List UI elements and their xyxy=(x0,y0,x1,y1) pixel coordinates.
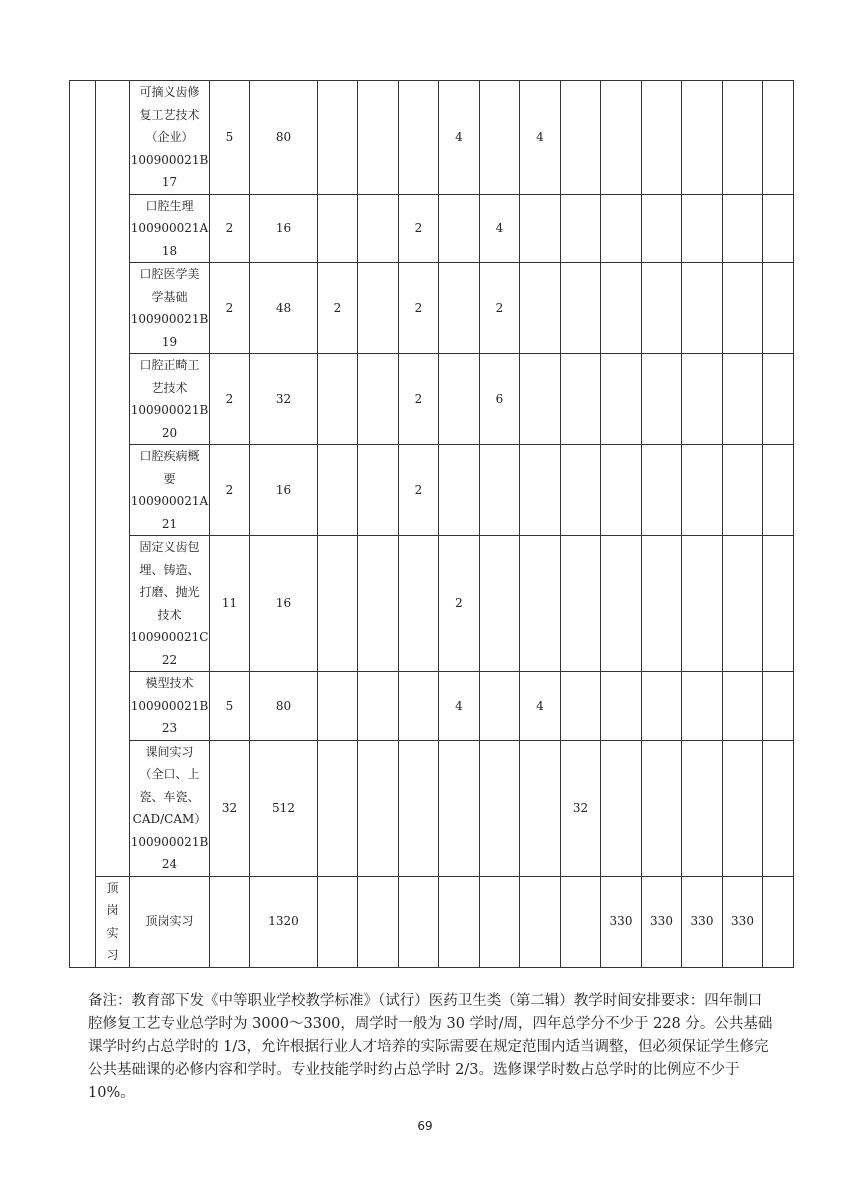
course-name-line: 口腔疾病概 xyxy=(139,449,200,463)
weekly-hours-cell: 330 xyxy=(642,876,682,967)
credits-cell: 5 xyxy=(210,81,250,195)
course-name-line: 学基础 xyxy=(151,289,188,304)
weekly-hours-cell xyxy=(682,536,723,672)
course-name-cell xyxy=(130,354,210,445)
course-name-line: 20 xyxy=(161,425,178,440)
weekly-hours-cell xyxy=(763,263,794,354)
weekly-hours-cell xyxy=(642,81,682,195)
weekly-hours-cell xyxy=(439,263,480,354)
weekly-hours-cell xyxy=(561,354,601,445)
credits-cell: 2 xyxy=(210,445,250,536)
weekly-hours-cell xyxy=(642,740,682,876)
course-name-line: 22 xyxy=(161,652,178,667)
weekly-hours-cell: 32 xyxy=(561,740,601,876)
course-name-line: 100900021B xyxy=(130,698,209,713)
weekly-hours-cell xyxy=(480,536,520,672)
course-name-line: CAD/CAM） xyxy=(132,812,207,826)
weekly-hours-cell xyxy=(439,194,480,263)
weekly-hours-cell xyxy=(642,354,682,445)
table-row xyxy=(70,354,794,445)
hours-cell: 16 xyxy=(250,536,318,672)
course-name-line: 100900021A xyxy=(130,494,209,508)
weekly-hours-cell xyxy=(763,194,794,263)
weekly-hours-cell xyxy=(601,445,642,536)
weekly-hours-cell xyxy=(601,354,642,445)
weekly-hours-cell: 6 xyxy=(480,354,520,445)
weekly-hours-cell xyxy=(358,445,399,536)
hours-cell: 80 xyxy=(250,672,318,741)
weekly-hours-cell xyxy=(763,354,794,445)
weekly-hours-cell xyxy=(763,740,794,876)
course-name-line: 固定义齿包 xyxy=(139,540,200,554)
hours-cell: 1320 xyxy=(250,876,318,967)
section-label-char: 实 xyxy=(106,925,119,940)
weekly-hours-cell xyxy=(601,263,642,354)
course-name-line: 技术 xyxy=(157,607,182,622)
weekly-hours-cell xyxy=(480,876,520,967)
weekly-hours-cell xyxy=(358,536,399,672)
weekly-hours-cell xyxy=(561,194,601,263)
course-name-cell xyxy=(130,445,210,536)
course-name-line: 瓷、车瓷、 xyxy=(139,789,200,804)
weekly-hours-cell xyxy=(642,536,682,672)
course-name-line: 可摘义齿修 xyxy=(139,85,200,99)
weekly-hours-cell xyxy=(561,536,601,672)
weekly-hours-cell xyxy=(399,81,439,195)
course-name-line: 18 xyxy=(161,243,178,258)
weekly-hours-cell xyxy=(439,445,480,536)
weekly-hours-cell xyxy=(723,672,763,741)
weekly-hours-cell xyxy=(682,445,723,536)
weekly-hours-cell xyxy=(561,876,601,967)
weekly-hours-cell xyxy=(642,445,682,536)
hours-cell: 16 xyxy=(250,194,318,263)
credits-cell: 2 xyxy=(210,354,250,445)
weekly-hours-cell xyxy=(318,672,358,741)
weekly-hours-cell xyxy=(480,81,520,195)
weekly-hours-cell: 4 xyxy=(439,672,480,741)
weekly-hours-cell: 2 xyxy=(399,354,439,445)
course-name-cell xyxy=(130,740,210,876)
weekly-hours-cell: 4 xyxy=(439,81,480,195)
weekly-hours-cell xyxy=(358,263,399,354)
weekly-hours-cell: 330 xyxy=(601,876,642,967)
credits-cell: 32 xyxy=(210,740,250,876)
hours-cell: 32 xyxy=(250,354,318,445)
weekly-hours-cell xyxy=(520,263,561,354)
weekly-hours-cell xyxy=(520,194,561,263)
hours-cell: 512 xyxy=(250,740,318,876)
weekly-hours-cell xyxy=(358,740,399,876)
section-label-char: 岗 xyxy=(106,903,119,917)
weekly-hours-cell xyxy=(723,536,763,672)
course-name-line: 要 xyxy=(163,471,176,486)
weekly-hours-cell xyxy=(561,263,601,354)
weekly-hours-cell xyxy=(399,536,439,672)
weekly-hours-cell xyxy=(601,536,642,672)
weekly-hours-cell xyxy=(480,740,520,876)
weekly-hours-cell: 2 xyxy=(318,263,358,354)
weekly-hours-cell xyxy=(601,740,642,876)
weekly-hours-cell xyxy=(318,354,358,445)
course-name-cell xyxy=(130,194,210,263)
course-name-line: 100900021B xyxy=(130,312,209,326)
weekly-hours-cell: 2 xyxy=(480,263,520,354)
subcategory-column-cell xyxy=(96,81,130,877)
weekly-hours-cell: 2 xyxy=(399,263,439,354)
table-body xyxy=(70,81,794,968)
weekly-hours-cell xyxy=(358,194,399,263)
weekly-hours-cell xyxy=(723,445,763,536)
table-row xyxy=(70,672,794,741)
footnote: 备注：教育部下发《中等职业学校教学标准》（试行）医药卫生类（第二辑）教学时间安排要求：四年制口腔修复工艺专业总学时为 3000～3300，周学时一般为 30 学时/周，四年总学分不少于 228 分。公共基础课学时约占总学时的 1/3，允许根据行业人才培养的实际需要在规定范围内适当调整，但必须保证学生修完公共基础课的必修内容和学时。专业技能学时约占总学时 2/3。选修课学时数占总学时的比例应不少于 10%。 xyxy=(88,993,773,1101)
weekly-hours-cell xyxy=(399,672,439,741)
course-name-line: 21 xyxy=(161,516,178,531)
course-name-line: 24 xyxy=(161,857,178,871)
weekly-hours-cell xyxy=(723,740,763,876)
credits-cell: 2 xyxy=(210,263,250,354)
section-label-internship xyxy=(96,876,130,967)
weekly-hours-cell xyxy=(358,672,399,741)
weekly-hours-cell xyxy=(520,740,561,876)
weekly-hours-cell xyxy=(642,194,682,263)
weekly-hours-cell: 2 xyxy=(399,194,439,263)
course-name-line: 口腔医学美 xyxy=(139,267,200,281)
course-name-line: 复工艺技术 xyxy=(139,107,200,122)
weekly-hours-cell xyxy=(682,740,723,876)
course-name-cell xyxy=(130,81,210,195)
course-name-line: 17 xyxy=(161,175,178,189)
weekly-hours-cell xyxy=(439,354,480,445)
course-name-cell xyxy=(130,672,210,741)
course-schedule-table xyxy=(69,80,794,968)
weekly-hours-cell xyxy=(723,354,763,445)
weekly-hours-cell xyxy=(318,81,358,195)
course-name-cell: 顶岗实习 xyxy=(130,876,210,967)
weekly-hours-cell xyxy=(318,536,358,672)
weekly-hours-cell xyxy=(561,81,601,195)
weekly-hours-cell xyxy=(561,445,601,536)
course-name-line: （全口、上 xyxy=(139,767,200,781)
weekly-hours-cell xyxy=(763,445,794,536)
hours-cell: 16 xyxy=(250,445,318,536)
weekly-hours-cell xyxy=(723,81,763,195)
course-name-line: 艺技术 xyxy=(151,380,188,395)
weekly-hours-cell xyxy=(682,194,723,263)
credits-cell: 5 xyxy=(210,672,250,741)
weekly-hours-cell xyxy=(520,354,561,445)
credits-cell: 2 xyxy=(210,194,250,263)
weekly-hours-cell xyxy=(358,81,399,195)
course-name-line: 19 xyxy=(161,334,178,349)
weekly-hours-cell xyxy=(480,445,520,536)
hours-cell: 80 xyxy=(250,81,318,195)
category-column-cell xyxy=(70,81,96,968)
course-name-line: 模型技术 xyxy=(145,676,194,690)
weekly-hours-cell xyxy=(642,672,682,741)
weekly-hours-cell xyxy=(682,354,723,445)
weekly-hours-cell xyxy=(520,536,561,672)
table-row xyxy=(70,740,794,876)
weekly-hours-cell xyxy=(399,876,439,967)
course-name-line: 埋、铸造、 xyxy=(139,562,200,577)
course-name-line: 口腔生理 xyxy=(145,198,194,213)
weekly-hours-cell xyxy=(318,876,358,967)
course-name-line: 100900021C xyxy=(130,630,209,644)
weekly-hours-cell xyxy=(763,876,794,967)
weekly-hours-cell: 4 xyxy=(520,672,561,741)
course-name-line: 100900021B xyxy=(130,834,209,849)
course-name-line: 100900021B xyxy=(130,152,209,167)
hours-cell: 48 xyxy=(250,263,318,354)
table-row xyxy=(70,81,794,195)
weekly-hours-cell: 2 xyxy=(439,536,480,672)
weekly-hours-cell xyxy=(682,672,723,741)
credits-cell: 11 xyxy=(210,536,250,672)
weekly-hours-cell xyxy=(439,740,480,876)
weekly-hours-cell xyxy=(358,354,399,445)
weekly-hours-cell: 4 xyxy=(520,81,561,195)
weekly-hours-cell xyxy=(561,672,601,741)
weekly-hours-cell xyxy=(358,876,399,967)
weekly-hours-cell: 330 xyxy=(723,876,763,967)
credits-cell xyxy=(210,876,250,967)
course-name-cell xyxy=(130,263,210,354)
weekly-hours-cell xyxy=(439,876,480,967)
weekly-hours-cell xyxy=(520,445,561,536)
table-row xyxy=(70,536,794,672)
course-name-line: 100900021B xyxy=(130,403,209,417)
weekly-hours-cell xyxy=(399,740,439,876)
course-name-line: 课间实习 xyxy=(145,744,194,759)
weekly-hours-cell: 330 xyxy=(682,876,723,967)
weekly-hours-cell xyxy=(642,263,682,354)
section-label-char: 顶 xyxy=(106,880,119,895)
course-name-line: （企业） xyxy=(145,130,194,144)
weekly-hours-cell xyxy=(601,194,642,263)
weekly-hours-cell xyxy=(763,81,794,195)
weekly-hours-cell xyxy=(318,194,358,263)
table-row xyxy=(70,263,794,354)
weekly-hours-cell xyxy=(763,536,794,672)
course-name-line: 打磨、抛光 xyxy=(139,585,200,599)
weekly-hours-cell xyxy=(318,445,358,536)
weekly-hours-cell xyxy=(480,672,520,741)
weekly-hours-cell xyxy=(723,194,763,263)
course-name-cell xyxy=(130,536,210,672)
weekly-hours-cell xyxy=(318,740,358,876)
weekly-hours-cell xyxy=(520,876,561,967)
table-row-internship xyxy=(70,876,794,967)
weekly-hours-cell xyxy=(763,672,794,741)
table-row xyxy=(70,445,794,536)
section-label-char: 习 xyxy=(106,948,119,962)
weekly-hours-cell xyxy=(682,263,723,354)
weekly-hours-cell: 2 xyxy=(399,445,439,536)
course-name-line: 23 xyxy=(161,721,178,735)
weekly-hours-cell xyxy=(601,672,642,741)
page-number: 69 xyxy=(417,1119,433,1133)
course-name-line: 口腔正畸工 xyxy=(139,358,200,372)
weekly-hours-cell xyxy=(723,263,763,354)
weekly-hours-cell xyxy=(601,81,642,195)
weekly-hours-cell xyxy=(682,81,723,195)
weekly-hours-cell: 4 xyxy=(480,194,520,263)
table-row xyxy=(70,194,794,263)
course-name-line: 100900021A xyxy=(130,221,209,235)
